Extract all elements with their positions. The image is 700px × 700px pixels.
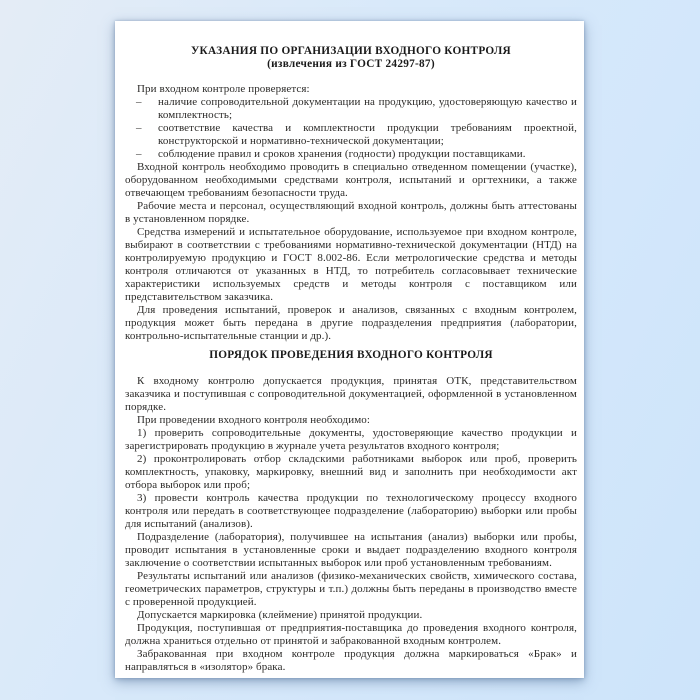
paragraph: Продукция, поступившая от предприятия-поставщика до проведения входного контроля, должна храниться отдельно от принятой и забракованной входным контролем. bbox=[125, 622, 577, 647]
document-page bbox=[115, 21, 584, 678]
paragraph: Забракованная при входном контроле продукция должна маркироваться «Брак» и направляться в «изолятор» брака. bbox=[125, 648, 577, 673]
paragraph: Для проведения испытаний, проверок и анализов, связанных с входным контролем, продукция может быть передана в другие подразделения предприятия (лаборатории, контрольно-испытательные станции и др.). bbox=[125, 304, 577, 342]
section-heading: ПОРЯДОК ПРОВЕДЕНИЯ ВХОДНОГО КОНТРОЛЯ bbox=[209, 349, 493, 361]
paragraph: Рабочие места и персонал, осуществляющий входной контроль, должны быть аттестованы в установленном порядке. bbox=[125, 200, 577, 225]
paragraph: При проведении входного контроля необходимо: bbox=[137, 414, 371, 426]
paragraph: Подразделение (лаборатория), получившее на испытания (анализ) выборки или пробы, проводит испытания в установленные сроки и выдает подразделению входного контроля заключение о соответствии испытанных выборок или проб установленным требованиям. bbox=[125, 531, 577, 569]
paragraph: К входному контролю допускается продукция, принятая ОТК, представительством заказчика и поступившая с сопроводительной документацией, оформленной в установленном порядке. bbox=[125, 375, 577, 413]
doc-title: УКАЗАНИЯ ПО ОРГАНИЗАЦИИ ВХОДНОГО КОНТРОЛЯ bbox=[191, 45, 511, 57]
paragraph: Результаты испытаний или анализов (физико-механических свойств, химического состава, геометрических параметров, структуры и т.п.) должны быть переданы в производство вместе с проверенной продукцией. bbox=[125, 570, 577, 608]
paragraph: 3) провести контроль качества продукции по технологическому процессу входного контроля или передать в соответствующее подразделение (лабораторию) выборки или пробы для испытаний (анализов). bbox=[125, 492, 577, 530]
intro-paragraph: При входном контроле проверяется: bbox=[137, 83, 310, 95]
doc-subtitle: (извлечения из ГОСТ 24297-87) bbox=[267, 58, 435, 70]
dash-marker: – bbox=[136, 148, 142, 160]
paragraph: Допускается маркировка (клеймение) принятой продукции. bbox=[137, 609, 423, 621]
list-item bbox=[125, 148, 577, 161]
paragraph: Средства измерений и испытательное оборудование, используемое при входном контроле, выбирают в соответствии с требованиями нормативно-технической документации (НТД) на контролируемую продукцию и ГОСТ 8.002-86. Если метрологические средства и методы контроля отличаются от указанных в НТД, то потребитель согласовывает технические характеристики используемых средств и методы контроля с поставщиком или представительством заказчика. bbox=[125, 226, 577, 303]
dash-marker: – bbox=[136, 122, 142, 134]
list-item-text: наличие сопроводительной документации на продукцию, удостоверяющую качество и комплектность; bbox=[158, 96, 577, 121]
paragraph: 1) проверить сопроводительные документы, удостоверяющие качество продукции и зарегистрировать продукцию в журнале учета результатов входного контроля; bbox=[125, 427, 577, 452]
dash-marker: – bbox=[136, 96, 142, 108]
document-body bbox=[125, 83, 577, 674]
list-item-text: соблюдение правил и сроков хранения (годности) продукции поставщиками. bbox=[158, 148, 526, 160]
page-content bbox=[125, 45, 577, 674]
paragraph: 2) проконтролировать отбор складскими работниками выборок или проб, проверить комплектность, упаковку, маркировку, внешний вид и заполнить при необходимости акт отбора выборок или проб; bbox=[125, 453, 577, 491]
list-item bbox=[125, 122, 577, 148]
list-item-text: соответствие качества и комплектности продукции требованиям проектной, конструкторской и нормативно-технической документации; bbox=[158, 122, 577, 147]
paragraph: Входной контроль необходимо проводить в специально отведенном помещении (участке), оборудованном необходимыми средствами контроля, испытаний и оргтехники, а также отвечающем требованиям безопасности труда. bbox=[125, 161, 577, 199]
list-item bbox=[125, 96, 577, 122]
